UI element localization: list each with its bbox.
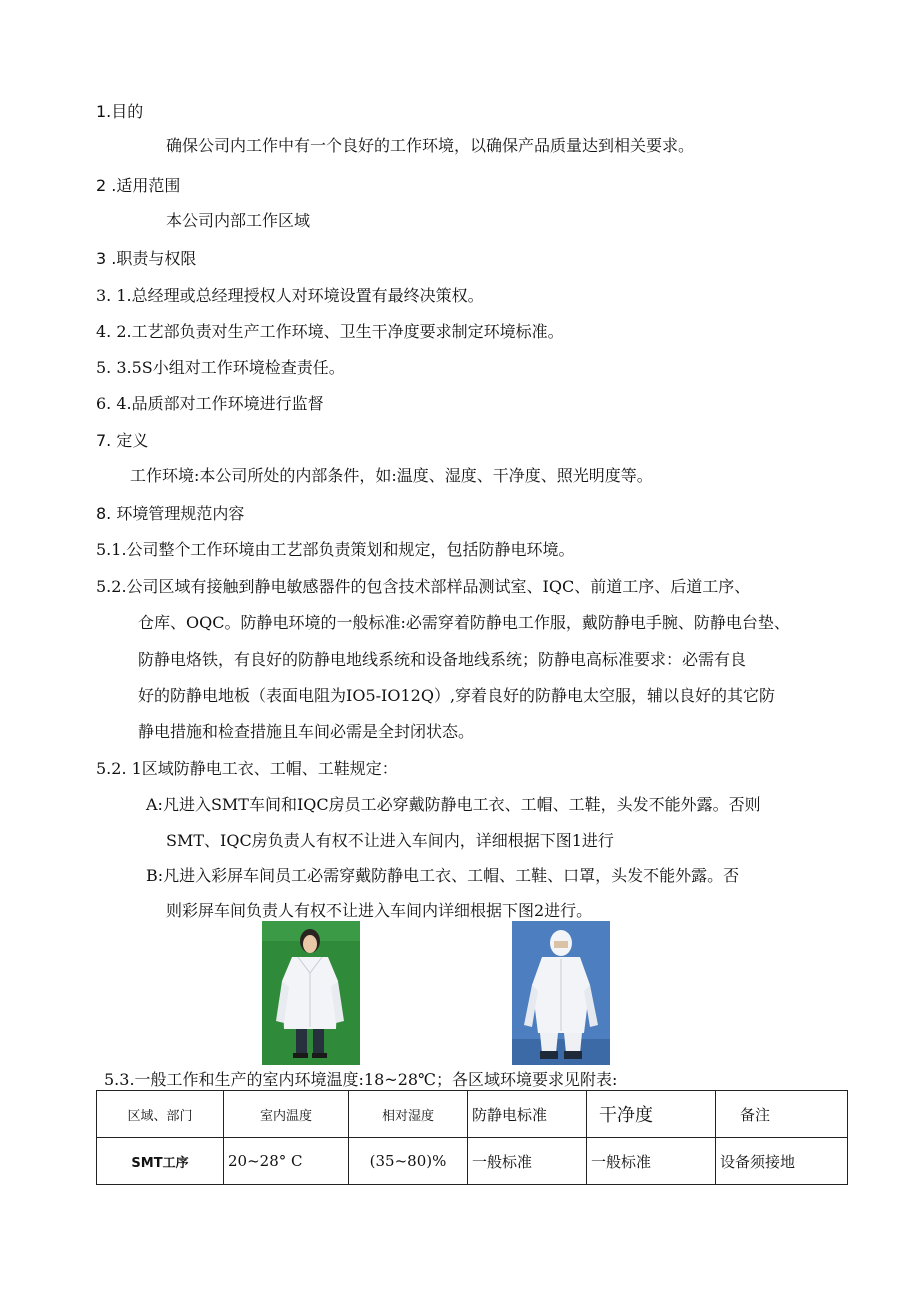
- environment-requirements-table: [96, 1090, 848, 1185]
- table-cell: 20~28° C: [224, 1138, 349, 1185]
- section-2-text: 本公司内部工作区域: [166, 211, 311, 230]
- section-3-item: 3. 1.总经理或总经理授权人对环境设置有最终决策权。: [96, 286, 484, 305]
- table-header-row: [97, 1091, 848, 1138]
- rule-b-line: 则彩屏车间负责人有权不让进入车间内详细根据下图2进行。: [166, 901, 593, 920]
- table-header-cell: 区域、部门: [97, 1091, 224, 1138]
- section-1-text: 确保公司内工作中有一个良好的工作环境，以确保产品质量达到相关要求。: [166, 136, 695, 155]
- section-3-title: 3 .职责与权限: [96, 249, 197, 268]
- section-3-item: 5. 3.5S小组对工作环境检查责任。: [96, 358, 345, 377]
- section-8-title: 8. 环境管理规范内容: [96, 504, 245, 523]
- rule-a-line: SMT、IQC房负责人有权不让进入车间内，详细根据下图1进行: [166, 831, 614, 850]
- photo-lab-coat: [262, 921, 360, 1065]
- table-header-cell: 防静电标准: [468, 1091, 587, 1138]
- paragraph-5-1: 5.1.公司整个工作环境由工艺部负责策划和规定，包括防静电环境。: [96, 540, 575, 559]
- section-2-title: 2 .适用范围: [96, 176, 181, 195]
- paragraph-5-3: 5.3.一般工作和生产的室内环境温度:18~28℃；各区域环境要求见附表:: [104, 1070, 618, 1089]
- table-header-cell: 相对湿度: [349, 1091, 468, 1138]
- section-7-title: 7. 定义: [96, 431, 149, 450]
- paragraph-5-2-line: 仓库、OQC。防静电环境的一般标准:必需穿着防静电工作服，戴防静电手腕、防静电台垫、: [138, 613, 790, 632]
- photo-cleanroom-suit: [512, 921, 610, 1065]
- table-cell: 一般标准: [468, 1138, 587, 1185]
- table-cell: 设备须接地: [716, 1138, 848, 1185]
- paragraph-5-2-line: 静电措施和检查措施且车间必需是全封闭状态。: [138, 722, 475, 741]
- rule-b-line: B:凡进入彩屏车间员工必需穿戴防静电工衣、工帽、工鞋、口罩，头发不能外露。否: [146, 866, 740, 885]
- table-header-cell: 干净度: [587, 1091, 716, 1138]
- table-cell: SMT工序: [97, 1138, 224, 1185]
- table-cell: 一般标准: [587, 1138, 716, 1185]
- section-3-item: 6. 4.品质部对工作环境进行监督: [96, 394, 324, 413]
- table-row: [97, 1138, 848, 1185]
- paragraph-5-2-1-title: 5.2. 1区域防静电工衣、工帽、工鞋规定：: [96, 759, 398, 778]
- table-header-cell: 备注: [716, 1091, 848, 1138]
- section-1-title: 1.目的: [96, 102, 144, 121]
- rule-a-line: A:凡进入SMT车间和IQC房员工必穿戴防静电工衣、工帽、工鞋，头发不能外露。否则: [146, 795, 761, 814]
- paragraph-5-2-line: 5.2.公司区域有接触到静电敏感器件的包含技术部样品测试室、IQC、前道工序、后道工序、: [96, 577, 751, 596]
- paragraph-5-2-line: 防静电烙铁，有良好的防静电地线系统和设备地线系统；防静电高标准要求：必需有良: [138, 650, 747, 669]
- table-header-cell: 室内温度: [224, 1091, 349, 1138]
- section-3-item: 4. 2.工艺部负责对生产工作环境、卫生干净度要求制定环境标准。: [96, 322, 564, 341]
- paragraph-5-2-line: 好的防静电地板（表面电阻为IO5-IO12Q）,穿着良好的防静电太空服，辅以良好的其它防: [138, 686, 776, 705]
- section-7-text: 工作环境:本公司所处的内部条件，如:温度、湿度、干净度、照光明度等。: [130, 466, 653, 485]
- table-cell: (35~80)%: [349, 1138, 468, 1185]
